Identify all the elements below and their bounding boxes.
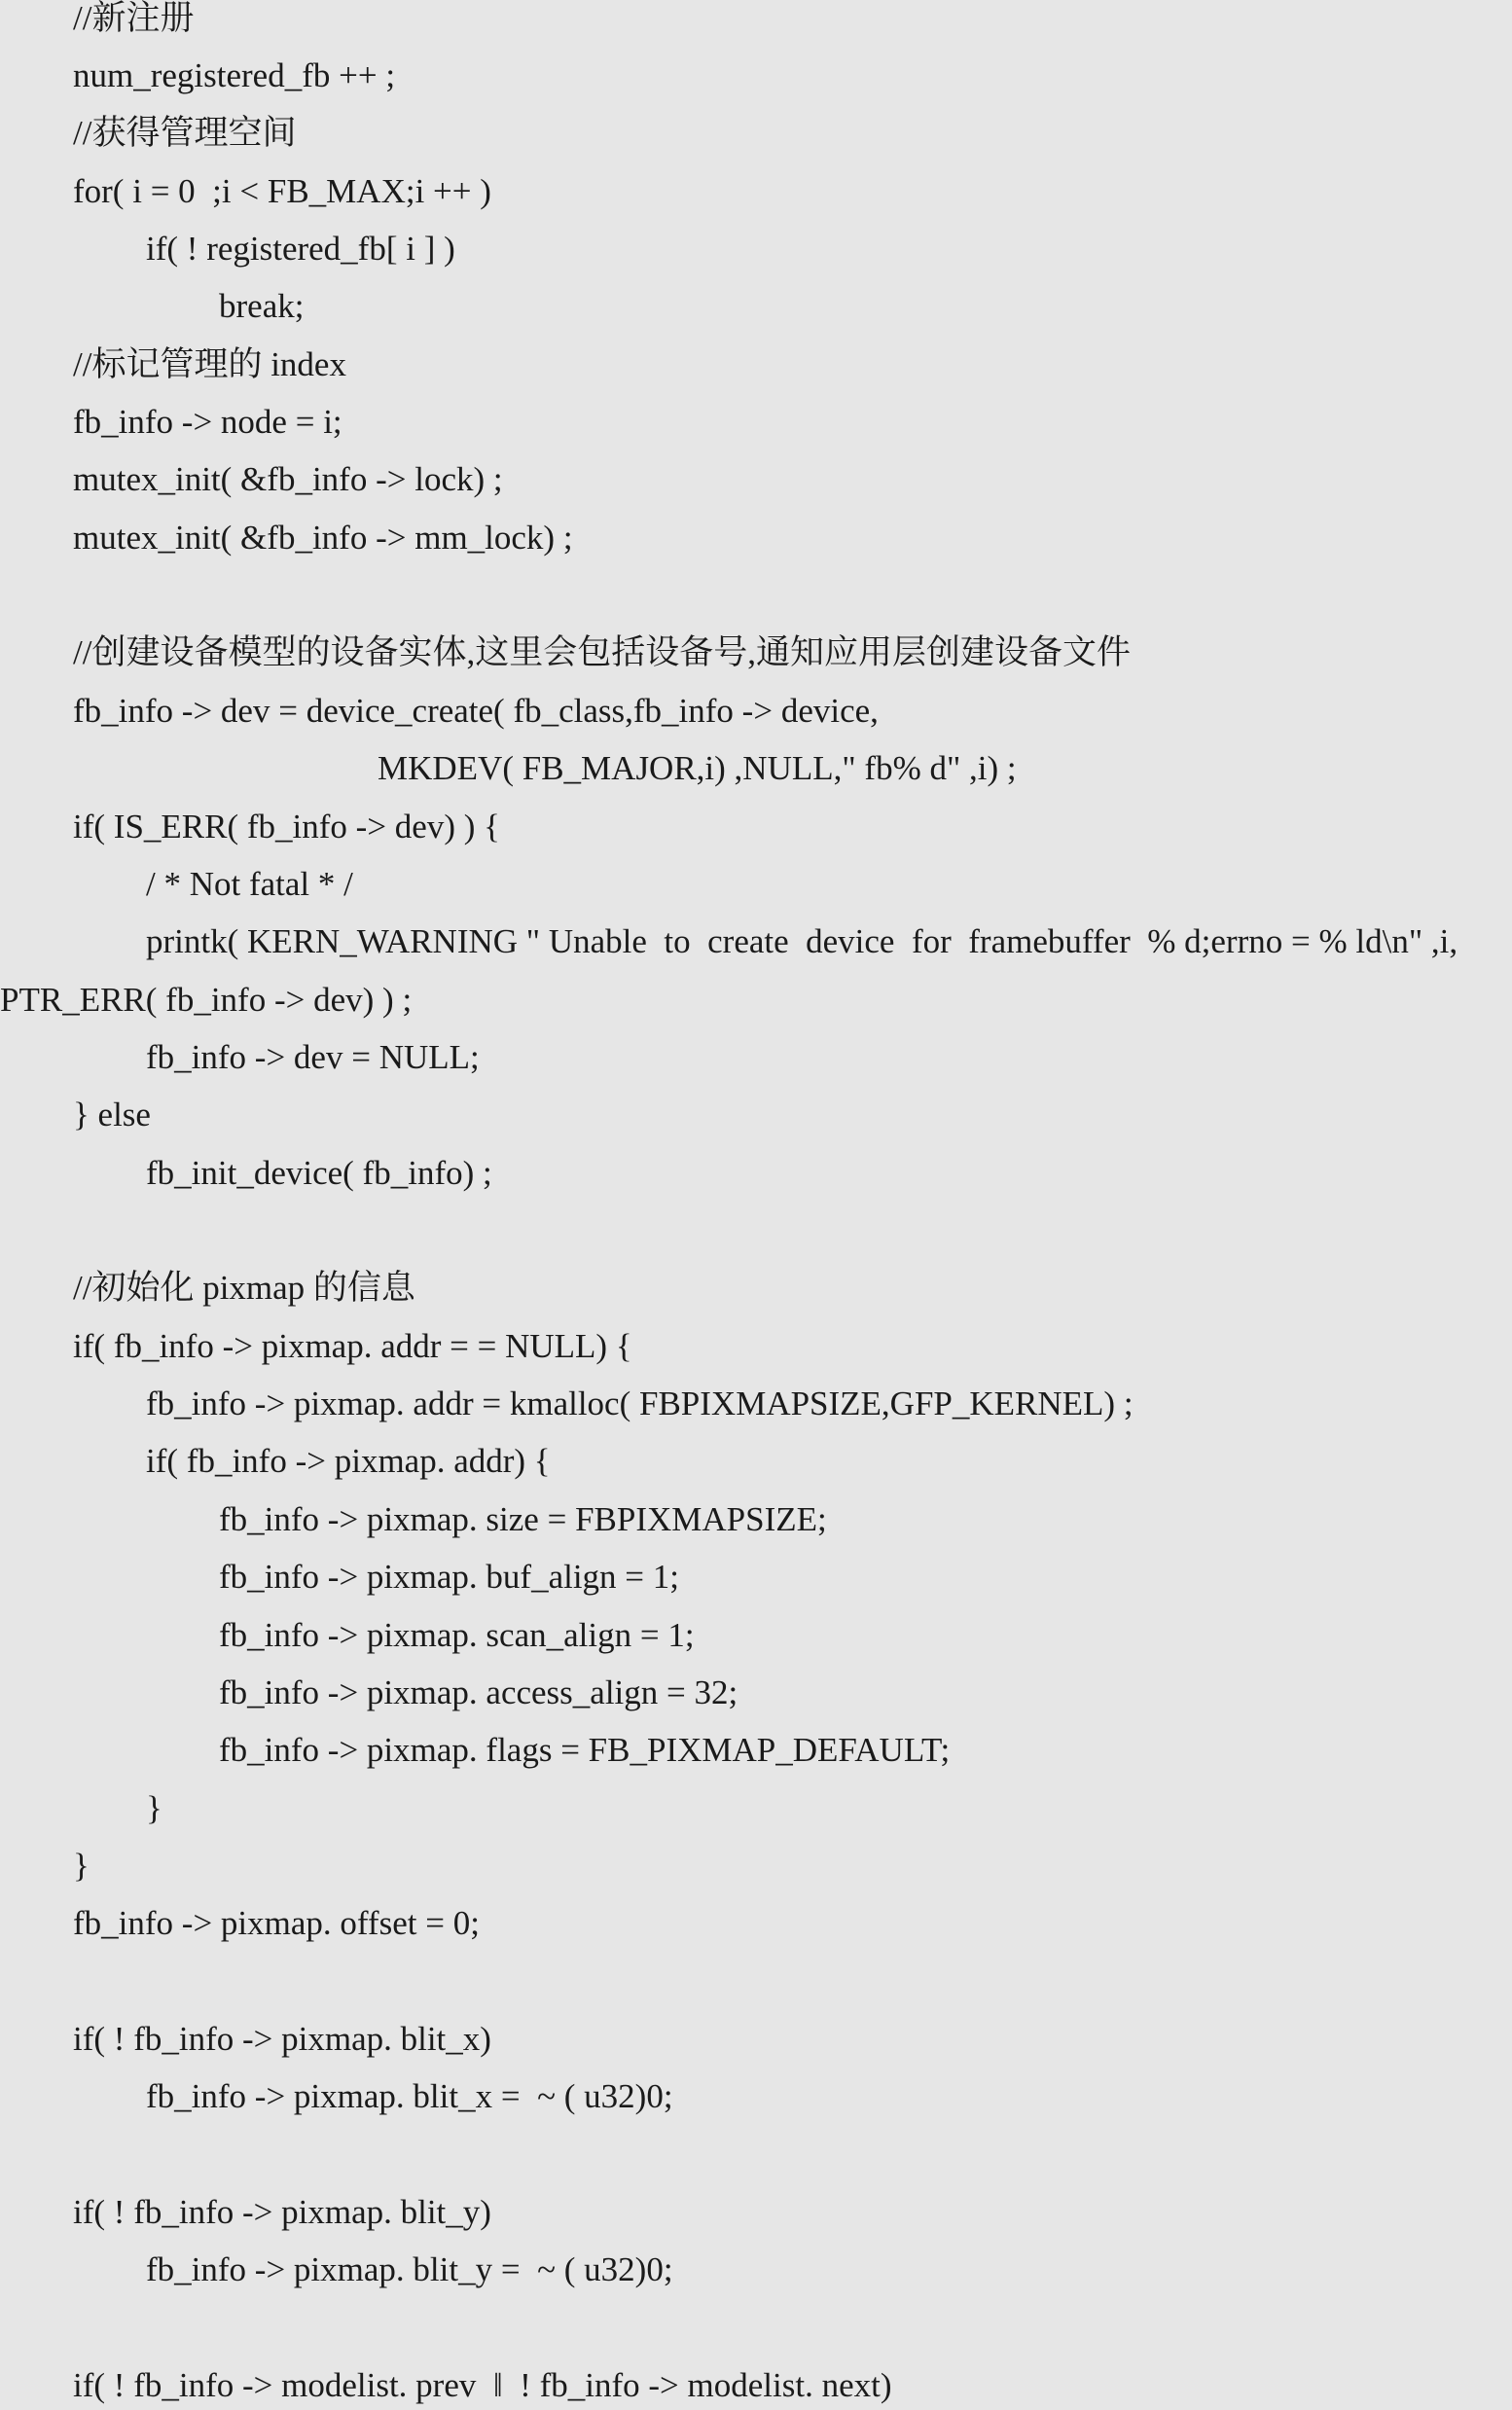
code-line: PTR_ERR( fb_info -> dev) ) ; bbox=[0, 981, 413, 1019]
code-line: fb_info -> dev = device_create( fb_class,fb_info -> device, bbox=[73, 692, 879, 730]
code-line: //新注册 bbox=[73, 0, 195, 37]
code-line: fb_info -> pixmap. flags = FB_PIXMAP_DEFAULT; bbox=[219, 1731, 951, 1769]
code-line: fb_info -> dev = NULL; bbox=[146, 1038, 480, 1076]
code-line: fb_info -> pixmap. offset = 0; bbox=[73, 1904, 480, 1942]
code-line: fb_info -> node = i; bbox=[73, 403, 342, 441]
code-line: MKDEV( FB_MAJOR,i) ,NULL," fb% d" ,i) ; bbox=[378, 749, 1017, 787]
code-line: fb_init_device( fb_info) ; bbox=[146, 1154, 492, 1192]
code-line: / * Not fatal * / bbox=[146, 865, 353, 903]
code-line: if( ! fb_info -> pixmap. blit_y) bbox=[73, 2193, 491, 2231]
code-line: //获得管理空间 bbox=[73, 114, 297, 152]
code-line: } bbox=[146, 1789, 162, 1827]
code-line: } bbox=[73, 1847, 90, 1885]
code-line: fb_info -> pixmap. scan_align = 1; bbox=[219, 1616, 695, 1654]
code-line: //创建设备模型的设备实体,这里会包括设备号,通知应用层创建设备文件 bbox=[73, 633, 1131, 671]
code-line: printk( KERN_WARNING " Unable to create device for framebuffer % d;errno = % ld\n" ,i, bbox=[146, 922, 1458, 960]
code-line: if( ! fb_info -> pixmap. blit_x) bbox=[73, 2020, 491, 2058]
code-line: fb_info -> pixmap. access_align = 32; bbox=[219, 1673, 738, 1711]
code-line: if( IS_ERR( fb_info -> dev) ) { bbox=[73, 808, 500, 845]
code-line: for( i = 0 ;i < FB_MAX;i ++ ) bbox=[73, 172, 491, 210]
code-line: fb_info -> pixmap. addr = kmalloc( FBPIXMAPSIZE,GFP_KERNEL) ; bbox=[146, 1385, 1134, 1422]
code-line: if( ! fb_info -> modelist. prev ‖ ! fb_info -> modelist. next) bbox=[73, 2366, 892, 2404]
code-line: fb_info -> pixmap. blit_y = ~ ( u32)0; bbox=[146, 2250, 673, 2288]
code-line: //初始化 pixmap 的信息 bbox=[73, 1269, 415, 1307]
code-line: fb_info -> pixmap. blit_x = ~ ( u32)0; bbox=[146, 2077, 673, 2115]
code-line: } else bbox=[73, 1096, 151, 1133]
code-line: mutex_init( &fb_info -> lock) ; bbox=[73, 460, 503, 498]
code-line: if( fb_info -> pixmap. addr) { bbox=[146, 1442, 551, 1480]
code-line: num_registered_fb ++ ; bbox=[73, 56, 396, 94]
code-line: fb_info -> pixmap. buf_align = 1; bbox=[219, 1558, 680, 1596]
code-line: mutex_init( &fb_info -> mm_lock) ; bbox=[73, 519, 573, 557]
code-line: if( ! registered_fb[ i ] ) bbox=[146, 230, 455, 268]
code-line: fb_info -> pixmap. size = FBPIXMAPSIZE; bbox=[219, 1500, 827, 1538]
code-line: break; bbox=[219, 287, 305, 325]
code-line: if( fb_info -> pixmap. addr = = NULL) { bbox=[73, 1327, 632, 1365]
code-line: //标记管理的 index bbox=[73, 345, 346, 383]
